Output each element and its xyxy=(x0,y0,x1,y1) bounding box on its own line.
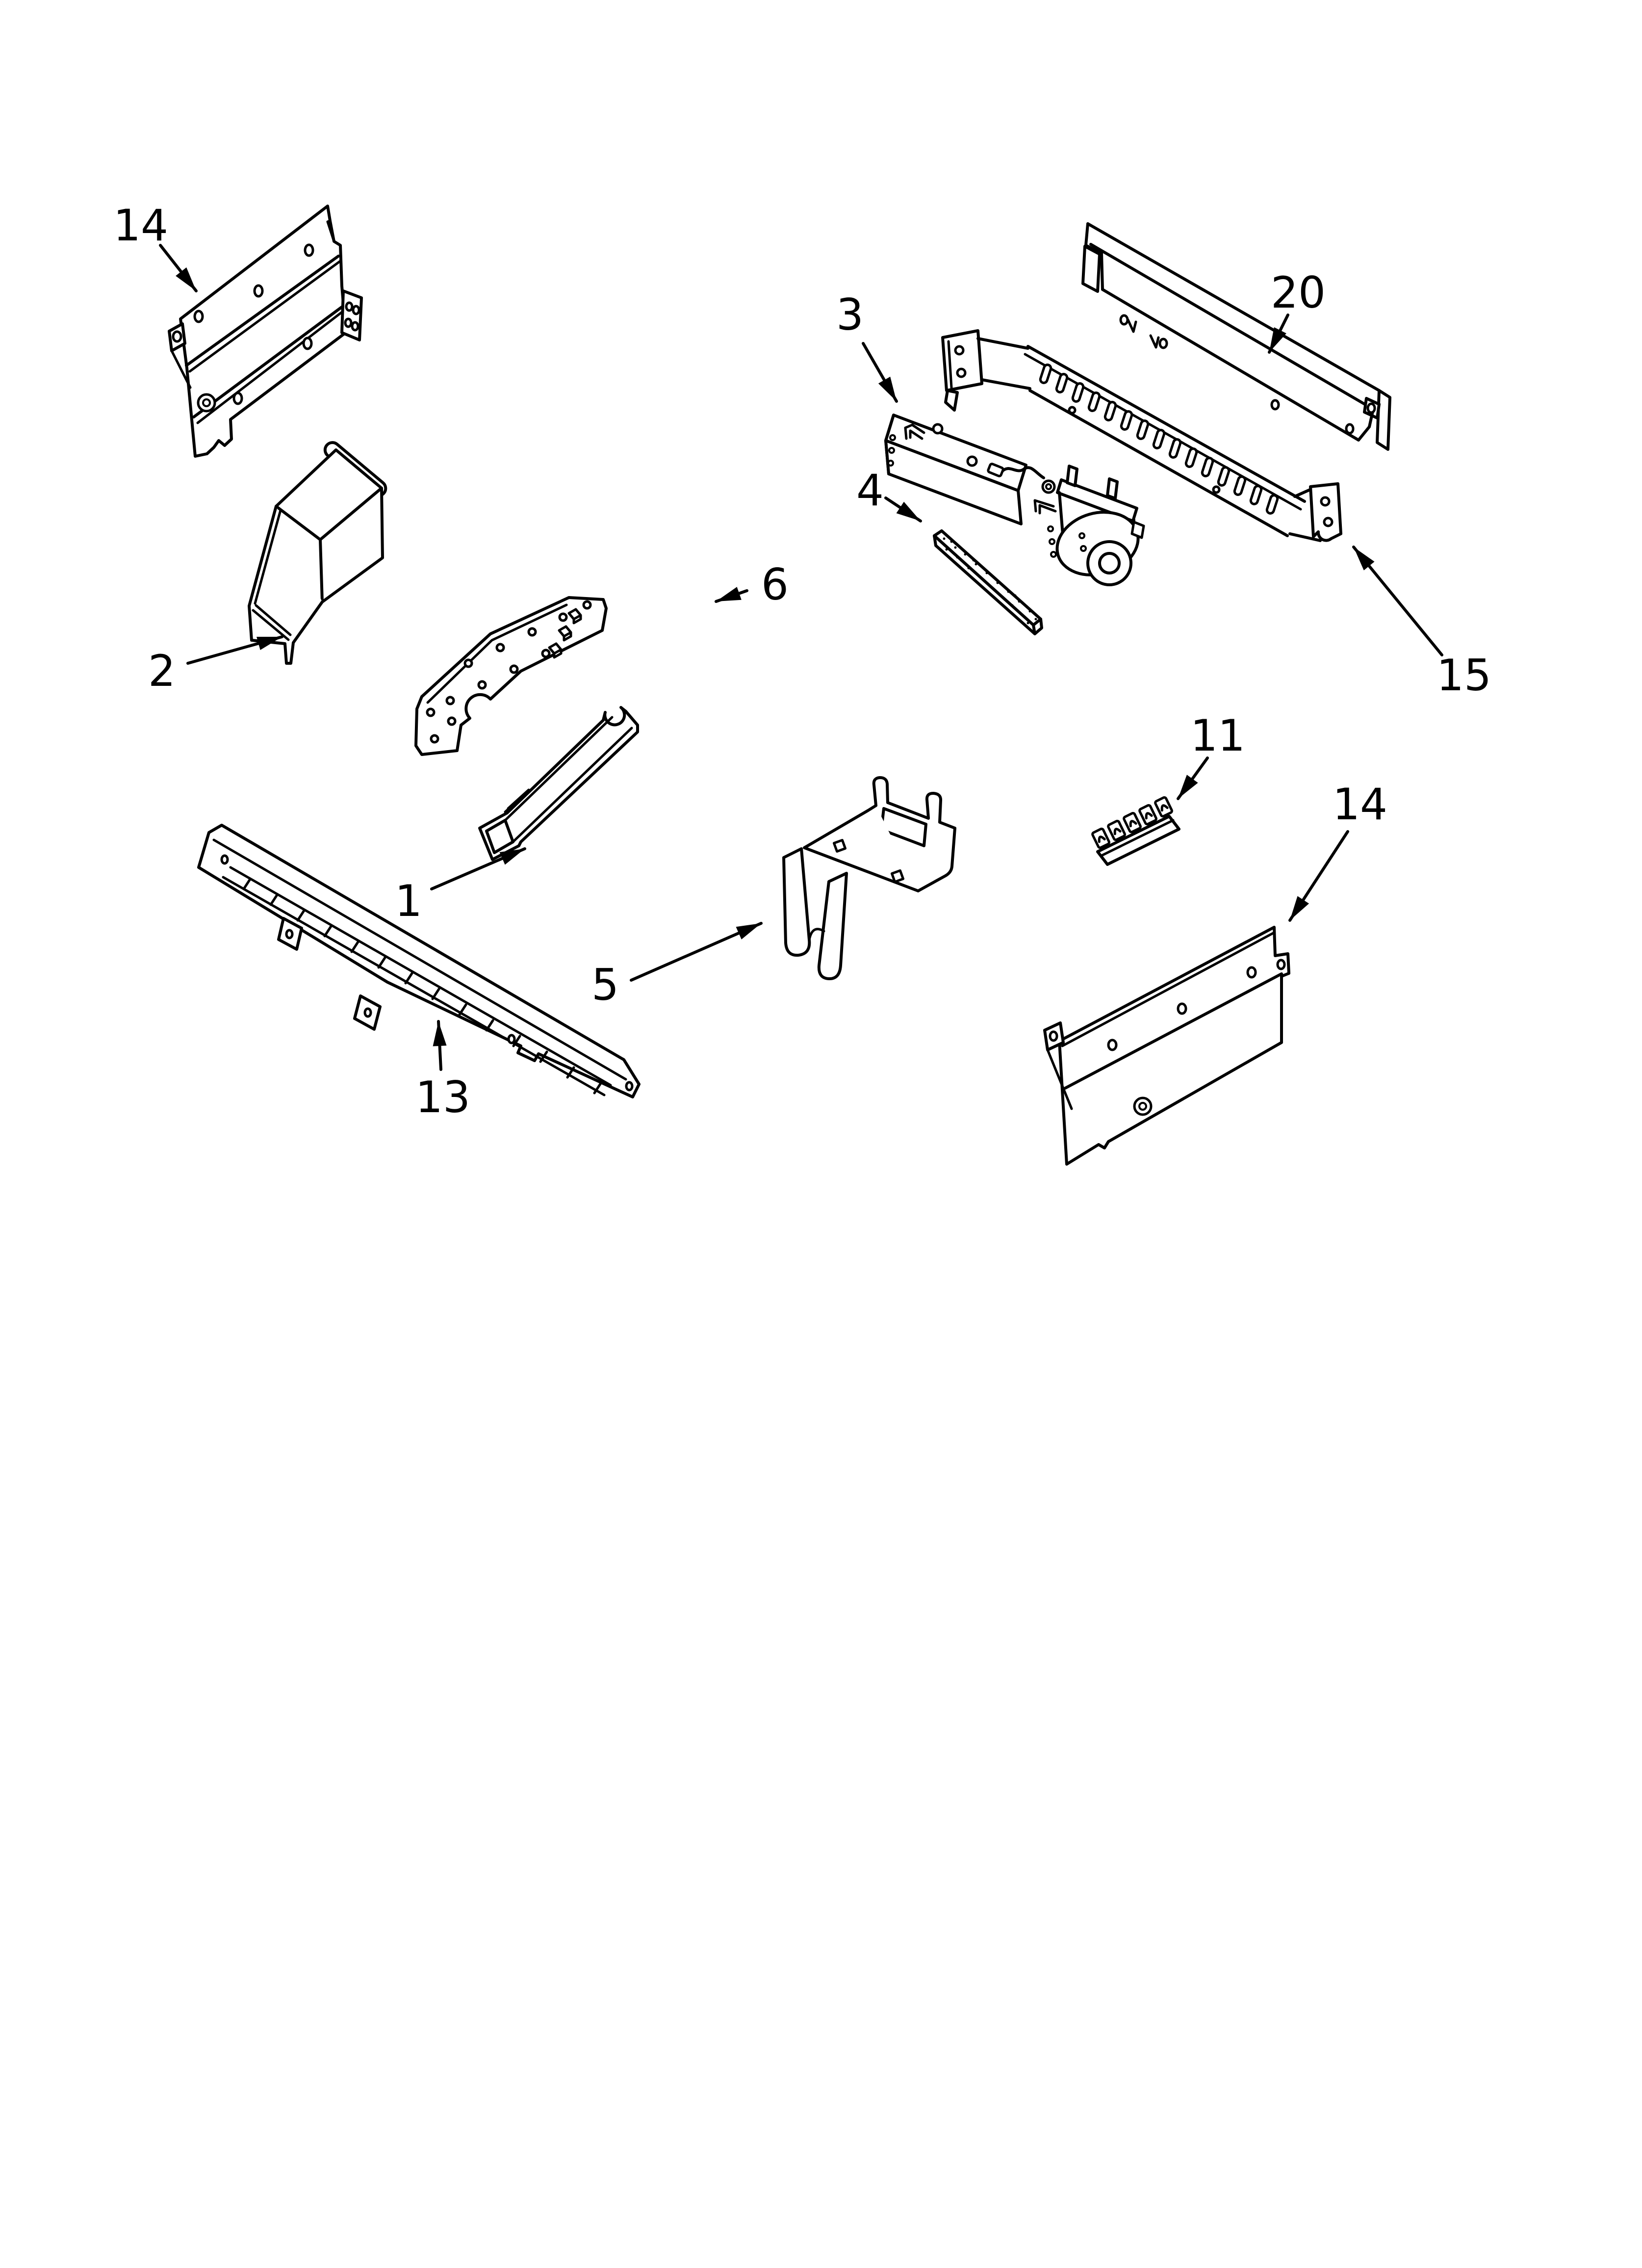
part-13-vent-rail xyxy=(199,825,639,1097)
callout-6-arrow xyxy=(716,591,747,601)
callout-14-left-arrow xyxy=(160,245,196,291)
part-14-right-shield-panel xyxy=(1045,927,1289,1164)
callout-20-label: 20 xyxy=(1271,267,1326,318)
callout-14-right-label: 14 xyxy=(1333,779,1387,830)
callout-11-arrow xyxy=(1178,758,1207,799)
callout-14-left-label: 14 xyxy=(113,200,168,251)
callout-15-label: 15 xyxy=(1437,650,1491,701)
part-4-spacer-block xyxy=(934,531,1042,634)
callout-11-label: 11 xyxy=(1190,710,1245,761)
callout-5-label: 5 xyxy=(591,960,619,1010)
callout-20-arrow xyxy=(1269,315,1288,352)
callout-2-arrow xyxy=(188,637,282,663)
part-14-left-bracket-panel xyxy=(169,206,361,456)
callout-14-right-arrow xyxy=(1290,832,1348,920)
callout-4-arrow xyxy=(886,498,921,521)
part-2-duct-elbow xyxy=(249,440,388,663)
callout-2-label: 2 xyxy=(148,646,176,696)
callout-4-label: 4 xyxy=(856,465,884,516)
callout-5-arrow xyxy=(631,923,761,980)
callout-13-arrow xyxy=(438,1021,441,1069)
part-1-duct-channel xyxy=(480,707,638,860)
callout-13-label: 13 xyxy=(415,1072,470,1122)
part-6-vent-plate xyxy=(416,598,606,755)
callout-3-label: 3 xyxy=(836,289,864,340)
callout-1-label: 1 xyxy=(395,876,422,926)
part-3-latch-assembly xyxy=(886,415,1146,585)
callout-6-label: 6 xyxy=(761,559,789,610)
callout-1-arrow xyxy=(432,849,525,889)
callout-3-arrow xyxy=(863,343,897,401)
part-5-duct-bracket xyxy=(784,778,955,979)
part-11-terminal-strip xyxy=(1092,797,1179,864)
callout-15-arrow xyxy=(1354,547,1442,655)
